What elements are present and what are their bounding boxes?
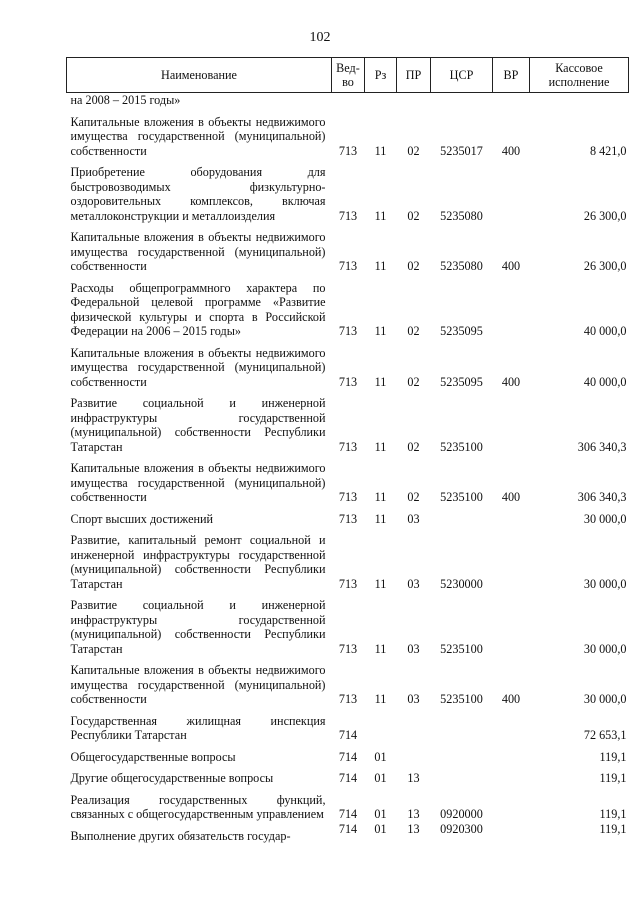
cell-department: 714 bbox=[338, 821, 358, 836]
cell-expense-type bbox=[493, 707, 530, 743]
cell-expense-type bbox=[493, 505, 530, 527]
cell-subsection: 03 bbox=[407, 511, 420, 526]
cell-department: 714 bbox=[338, 807, 358, 821]
table-row bbox=[67, 743, 629, 765]
cell-subsection: 02 bbox=[407, 259, 420, 273]
table-row bbox=[67, 505, 629, 527]
cell-section: 11 bbox=[374, 324, 387, 338]
cell-cash-execution: 30 000,0 bbox=[583, 511, 627, 526]
cell-expense-type bbox=[493, 158, 530, 223]
cell-name: Капитальные вложения в объекты недвижимого имущества государственной (муниципальной) собственности bbox=[70, 461, 326, 504]
cell-section: 11 bbox=[374, 692, 387, 706]
cell-department: 713 bbox=[338, 374, 358, 389]
budget-execution-table bbox=[66, 57, 629, 843]
cell-target-article: 5235095 bbox=[440, 324, 483, 338]
cell-section: 11 bbox=[374, 439, 387, 454]
table-row bbox=[67, 786, 629, 822]
cell-cash-execution: 30 000,0 bbox=[583, 641, 627, 656]
page-number: 102 bbox=[309, 30, 331, 45]
cell-name: Развитие социальной и инженерной инфраструктуры государственной (муниципальной) собственности Республики Татарстан bbox=[70, 598, 326, 656]
table-row bbox=[67, 274, 629, 339]
cell-expense-type bbox=[493, 591, 530, 656]
table-row bbox=[67, 526, 629, 591]
table-row bbox=[67, 339, 629, 390]
cell-cash-execution: 119,1 bbox=[599, 821, 627, 836]
cell-expense-type bbox=[493, 274, 530, 339]
cell-name: Развитие, капитальный ремонт социальной и инженерной инфраструктуры государственной (муниципальной) собственности Республики Татарстан bbox=[70, 533, 326, 591]
cell-name: Государственная жилищная инспекция Республики Татарстан bbox=[70, 713, 326, 742]
table-row bbox=[67, 389, 629, 454]
cell-subsection: 13 bbox=[407, 771, 420, 785]
cell-target-article: 5235080 bbox=[440, 259, 483, 273]
cell-department: 713 bbox=[338, 143, 358, 158]
cell-expense-type: 400 bbox=[501, 490, 521, 504]
cell-department: 714 bbox=[338, 728, 358, 742]
cell-name: Другие общегосударственные вопросы bbox=[70, 771, 274, 785]
cell-target-article bbox=[431, 764, 493, 786]
cell-cash-execution: 72 653,1 bbox=[583, 728, 627, 742]
table-row bbox=[67, 158, 629, 223]
table-row bbox=[67, 93, 629, 108]
cell-subsection: 13 bbox=[407, 821, 420, 836]
cell-section: 11 bbox=[374, 143, 387, 158]
cell-department: 713 bbox=[338, 324, 358, 338]
cell-subsection: 03 bbox=[407, 692, 420, 706]
cell-cash-execution bbox=[530, 93, 629, 108]
cell-cash-execution: 119,1 bbox=[599, 807, 627, 821]
cell-subsection: 13 bbox=[407, 807, 420, 821]
table-row bbox=[67, 454, 629, 505]
header-subsection: ПР bbox=[397, 58, 431, 93]
cell-section: 11 bbox=[374, 641, 387, 656]
cell-section: 11 bbox=[374, 208, 387, 223]
cell-cash-execution: 306 340,3 bbox=[577, 439, 627, 454]
cell-expense-type bbox=[493, 822, 530, 844]
cell-section bbox=[365, 707, 397, 743]
cell-section: 11 bbox=[374, 259, 387, 273]
cell-target-article: 5235095 bbox=[440, 374, 483, 389]
cell-cash-execution: 40 000,0 bbox=[583, 374, 627, 389]
cell-department: 713 bbox=[338, 576, 358, 591]
header-expense-type: ВР bbox=[493, 58, 530, 93]
cell-target-article: 5235017 bbox=[440, 143, 483, 158]
cell-section: 11 bbox=[374, 576, 387, 591]
cell-expense-type bbox=[493, 389, 530, 454]
cell-name: Капитальные вложения в объекты недвижимого имущества государственной (муниципальной) собственности bbox=[70, 345, 326, 389]
cell-expense-type bbox=[493, 93, 530, 108]
header-department: Вед-во bbox=[332, 58, 365, 93]
cell-section: 01 bbox=[374, 807, 387, 821]
cell-cash-execution: 8 421,0 bbox=[589, 143, 627, 158]
cell-section: 11 bbox=[374, 511, 387, 526]
cell-name: Выполнение других обязательств государ- bbox=[70, 828, 291, 843]
header-section: Рз bbox=[365, 58, 397, 93]
cell-expense-type: 400 bbox=[501, 259, 521, 273]
cell-subsection: 02 bbox=[407, 143, 420, 158]
header-target-article: ЦСР bbox=[431, 58, 493, 93]
cell-target-article: 5235100 bbox=[440, 641, 483, 656]
cell-name: Капитальные вложения в объекты недвижимого имущества государственной (муниципальной) собственности bbox=[70, 663, 326, 706]
table-row bbox=[67, 591, 629, 656]
cell-target-article: 5235100 bbox=[440, 490, 483, 504]
table-row bbox=[67, 764, 629, 786]
cell-expense-type: 400 bbox=[501, 143, 521, 158]
cell-subsection bbox=[397, 743, 431, 765]
cell-name: на 2008 – 2015 годы» bbox=[70, 93, 181, 107]
cell-section: 01 bbox=[374, 771, 387, 785]
cell-name: Общегосударственные вопросы bbox=[70, 749, 236, 764]
cell-department: 713 bbox=[338, 208, 358, 223]
cell-expense-type bbox=[493, 743, 530, 765]
cell-section bbox=[365, 93, 397, 108]
cell-name: Капитальные вложения в объекты недвижимого имущества государственной (муниципальной) собственности bbox=[70, 114, 326, 158]
header-cash-execution: Кассовое исполнение bbox=[530, 58, 629, 93]
cell-department: 713 bbox=[338, 692, 358, 706]
table-row bbox=[67, 707, 629, 743]
cell-target-article: 5235080 bbox=[440, 208, 483, 223]
cell-cash-execution: 119,1 bbox=[599, 771, 627, 785]
cell-subsection: 02 bbox=[407, 208, 420, 223]
table-row bbox=[67, 223, 629, 274]
cell-target-article bbox=[431, 743, 493, 765]
cell-cash-execution: 30 000,0 bbox=[583, 692, 627, 706]
header-name: Наименование bbox=[67, 58, 332, 93]
cell-department: 714 bbox=[338, 771, 358, 785]
cell-name: Капитальные вложения в объекты недвижимого имущества государственной (муниципальной) собственности bbox=[70, 230, 326, 273]
cell-expense-type: 400 bbox=[501, 374, 521, 389]
cell-department: 713 bbox=[338, 259, 358, 273]
cell-name: Развитие социальной и инженерной инфраструктуры государственной (муниципальной) собственности Республики Татарстан bbox=[70, 396, 326, 454]
cell-name: Спорт высших достижений bbox=[70, 511, 214, 526]
cell-subsection: 03 bbox=[407, 576, 420, 591]
cell-name: Реализация государственных функций, связанных с общегосударственным управлением bbox=[70, 792, 326, 821]
cell-cash-execution: 26 300,0 bbox=[583, 259, 627, 273]
cell-subsection bbox=[397, 93, 431, 108]
cell-department: 713 bbox=[338, 511, 358, 526]
cell-section: 11 bbox=[374, 490, 387, 504]
cell-expense-type bbox=[493, 526, 530, 591]
table-row bbox=[67, 656, 629, 707]
cell-subsection bbox=[397, 707, 431, 743]
cell-target-article: 5230000 bbox=[440, 576, 483, 591]
cell-section: 01 bbox=[374, 749, 387, 764]
cell-expense-type bbox=[493, 786, 530, 822]
cell-cash-execution: 26 300,0 bbox=[583, 208, 627, 223]
cell-cash-execution: 30 000,0 bbox=[583, 576, 627, 591]
cell-target-article: 5235100 bbox=[440, 439, 483, 454]
cell-section: 11 bbox=[374, 374, 387, 389]
cell-target-article bbox=[431, 707, 493, 743]
table-row bbox=[67, 108, 629, 159]
cell-target-article: 5235100 bbox=[440, 692, 483, 706]
cell-expense-type bbox=[493, 764, 530, 786]
cell-subsection: 02 bbox=[407, 490, 420, 504]
cell-target-article: 0920300 bbox=[440, 821, 483, 836]
cell-name: Приобретение оборудования для быстровозводимых физкультурно-оздоровительных комплексов, включая металлоконструкции и металлоизделия bbox=[70, 165, 326, 223]
cell-expense-type: 400 bbox=[501, 692, 521, 706]
table-row bbox=[67, 822, 629, 844]
cell-department: 714 bbox=[338, 749, 358, 764]
cell-subsection: 03 bbox=[407, 641, 420, 656]
cell-subsection: 02 bbox=[407, 439, 420, 454]
table-header-row bbox=[67, 58, 629, 93]
cell-name: Расходы общепрограммного характера по Федеральной целевой программе «Развитие физической культуры и спорта в Российской Федерации на 2006 – 2015 годы» bbox=[70, 280, 326, 338]
cell-cash-execution: 306 340,3 bbox=[577, 490, 627, 504]
cell-section: 01 bbox=[374, 821, 387, 836]
cell-cash-execution: 40 000,0 bbox=[583, 324, 627, 338]
cell-subsection: 02 bbox=[407, 324, 420, 338]
cell-department: 713 bbox=[338, 439, 358, 454]
cell-target-article bbox=[431, 93, 493, 108]
cell-target-article bbox=[431, 505, 493, 527]
cell-department bbox=[332, 93, 365, 108]
cell-cash-execution: 119,1 bbox=[599, 749, 627, 764]
cell-department: 713 bbox=[338, 490, 358, 504]
cell-department: 713 bbox=[338, 641, 358, 656]
cell-target-article: 0920000 bbox=[440, 807, 483, 821]
cell-subsection: 02 bbox=[407, 374, 420, 389]
